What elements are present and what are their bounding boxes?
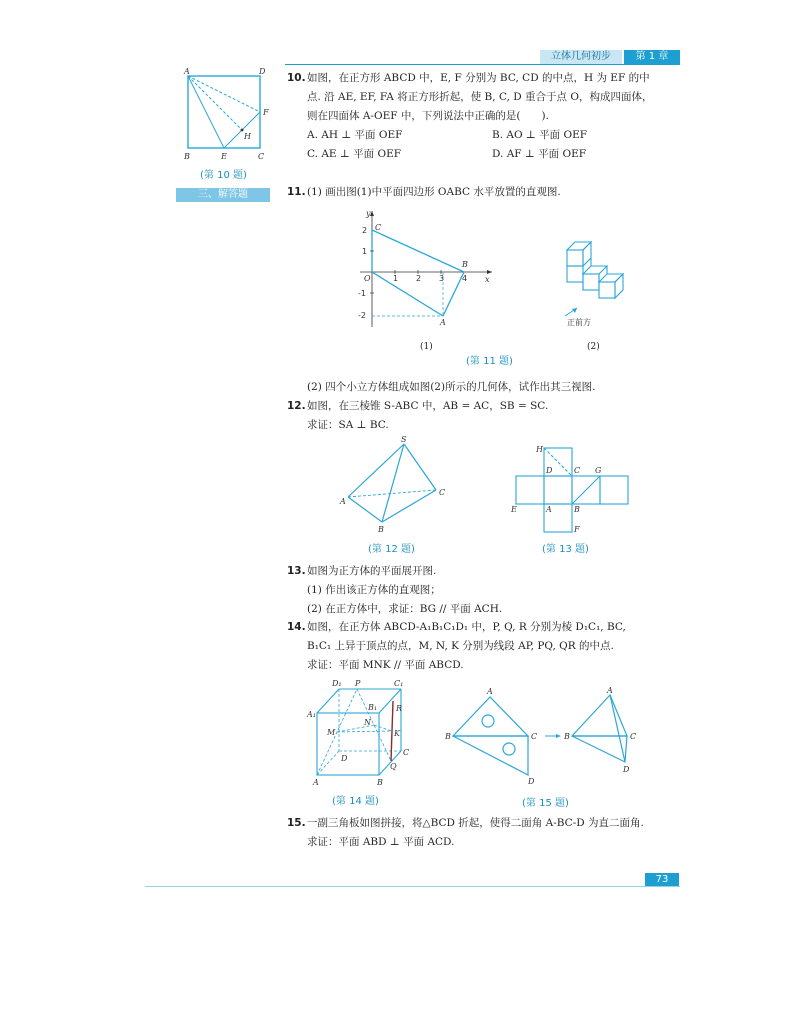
q10-label-H: H <box>244 132 251 141</box>
caption-q10: (第 10 题) <box>200 170 247 181</box>
q14-line3: 求证：平面 MNK // 平面 ABCD. <box>307 659 464 671</box>
q11-part1: (1) 画出图(1)中平面四边形 OABC 水平放置的直观图. <box>307 186 561 198</box>
q14-label-N: N <box>364 718 371 727</box>
question-10 <box>287 69 677 164</box>
figure-q14 <box>305 675 420 790</box>
q12-line1: 如图，在三棱锥 S-ABC 中，AB = AC，SB = SC. <box>307 400 549 412</box>
question-14 <box>287 618 626 675</box>
q11-label-O: O <box>364 274 371 283</box>
q11-axis-y: y <box>366 209 371 218</box>
q14-line2: B₁C₁ 上异于顶点的点，M, N, K 分别为线段 AP, PQ, QR 的中点. <box>307 640 614 652</box>
q11-label-C: C <box>375 223 382 232</box>
q14-label-Q: Q <box>390 762 397 771</box>
q11-front-label: 正前方 <box>567 318 591 327</box>
q13-label-E: E <box>511 505 517 514</box>
q10-line3: 则在四面体 A-OEF 中，下列说法中正确的是( ). <box>307 110 549 122</box>
q14-label-C1: C₁ <box>394 679 404 688</box>
q13-label-F: F <box>574 525 580 534</box>
section-banner: 三、解答题 <box>176 188 270 202</box>
q14-label-D1: D₁ <box>332 679 342 688</box>
q15-label-D-left: D <box>528 777 535 786</box>
q14-label-B: B <box>377 778 383 787</box>
q10-line1: 如图，在正方形 ABCD 中，E, F 分别为 BC, CD 的中点，H 为 EF 的中 <box>307 72 650 84</box>
q11-label-A: A <box>440 318 446 327</box>
q10-label-D: D <box>259 67 266 76</box>
caption-q11: (第 11 题) <box>466 356 513 367</box>
figure-q15 <box>445 685 665 790</box>
q11-sub2: (2) <box>587 342 600 352</box>
q12-number: 12. <box>287 400 306 412</box>
q12-line2: 求证：SA ⊥ BC. <box>307 419 389 431</box>
q14-label-A: A <box>313 778 319 787</box>
q11-tick-x3: 3 <box>439 274 445 283</box>
q15-label-A-right: A <box>607 686 613 695</box>
q12-label-A: A <box>340 497 346 506</box>
q13-label-B: B <box>574 505 580 514</box>
q15-line1: 一副三角板如图拼接，将△BCD 折起，使得二面角 A-BC-D 为直二面角. <box>307 817 644 829</box>
q15-line2: 求证：平面 ABD ⊥ 平面 ACD. <box>307 836 455 848</box>
q11-part2-text: (2) 四个小立方体组成如图(2)所示的几何体，试作出其三视图. <box>307 381 596 393</box>
q14-label-C: C <box>403 748 410 757</box>
q13-label-C: C <box>574 466 581 475</box>
q10-option-a: A. AH ⊥ 平面 OEF <box>307 129 403 141</box>
caption-q12: (第 12 题) <box>368 544 415 555</box>
figure-q10 <box>178 66 278 166</box>
q12-label-C: C <box>439 488 446 497</box>
q11-tick-x2: 2 <box>416 274 422 283</box>
q15-label-C-left: C <box>531 732 538 741</box>
q15-label-A-left: A <box>487 687 493 696</box>
q11-part2 <box>287 378 595 397</box>
question-13 <box>287 562 502 619</box>
question-15 <box>287 814 644 852</box>
header-chapter: 第 1 章 <box>624 50 680 64</box>
q10-option-b: B. AO ⊥ 平面 OEF <box>492 129 588 141</box>
q11-tick-x4: 4 <box>462 274 468 283</box>
q10-label-C: C <box>258 152 265 161</box>
q13-line3: (2) 在正方体中，求证：BG // 平面 ACH. <box>307 603 503 615</box>
question-12 <box>287 397 548 435</box>
q13-label-G: G <box>595 466 602 475</box>
header-rule <box>285 64 680 65</box>
q14-label-K: K <box>394 729 400 738</box>
q13-label-H: H <box>536 445 543 454</box>
figure-q13 <box>508 440 633 540</box>
q11-tick-ym1: -1 <box>358 289 366 298</box>
q12-label-S: S <box>401 435 407 444</box>
q11-label-B: B <box>462 260 468 269</box>
q11-tick-y1: 1 <box>362 247 368 256</box>
q15-label-B-left: B <box>445 732 451 741</box>
figure-q11-plot <box>352 205 502 335</box>
q14-line1: 如图，在正方体 ABCD-A₁B₁C₁D₁ 中，P, Q, R 分别为棱 D₁C₁, BC, <box>307 621 626 633</box>
q11-axis-x: x <box>485 275 490 284</box>
q10-line2: 点. 沿 AE, EF, FA 将正方形折起，使 B, C, D 重合于点 O，构成四面体， <box>307 91 653 103</box>
q14-label-M: M <box>327 728 336 737</box>
q15-label-D-right: D <box>623 765 630 774</box>
q13-label-D: D <box>546 466 553 475</box>
q13-line2: (1) 作出该正方体的直观图； <box>307 584 441 596</box>
q11-tick-x1: 1 <box>393 274 399 283</box>
q14-label-D: D <box>341 754 348 763</box>
caption-q14: (第 14 题) <box>332 796 379 807</box>
q13-line1: 如图为正方体的平面展开图. <box>307 565 437 577</box>
q14-label-A1: A₁ <box>307 710 316 719</box>
page-header <box>540 50 680 64</box>
q11-number: 11. <box>287 186 306 198</box>
q10-option-c: C. AE ⊥ 平面 OEF <box>307 148 402 160</box>
q11-sub1: (1) <box>420 342 433 352</box>
caption-q13: (第 13 题) <box>542 544 589 555</box>
q13-label-A: A <box>546 505 552 514</box>
figure-q12 <box>338 432 458 537</box>
q14-label-P: P <box>355 679 361 688</box>
q12-label-B: B <box>378 525 384 534</box>
footer-rule <box>145 886 680 887</box>
q10-number: 10. <box>287 72 306 84</box>
q13-number: 13. <box>287 565 306 577</box>
header-title: 立体几何初步 <box>540 50 622 64</box>
q11-tick-y2: 2 <box>362 226 368 235</box>
question-11 <box>287 183 561 202</box>
q15-number: 15. <box>287 817 306 829</box>
q10-label-E: E <box>221 152 227 161</box>
q14-number: 14. <box>287 621 306 633</box>
figure-q11-cubes <box>555 232 645 327</box>
caption-q15: (第 15 题) <box>522 798 569 809</box>
q14-label-R: R <box>396 704 403 713</box>
q10-label-F: F <box>263 108 269 117</box>
q10-label-A: A <box>184 67 190 76</box>
q11-tick-ym2: -2 <box>358 311 366 320</box>
q15-label-C-right: C <box>630 732 637 741</box>
q10-label-B: B <box>184 152 190 161</box>
q15-label-B-right: B <box>564 732 570 741</box>
q14-label-B1: B₁ <box>368 703 378 712</box>
q10-option-d: D. AF ⊥ 平面 OEF <box>492 148 587 160</box>
page-number: 73 <box>645 873 679 887</box>
